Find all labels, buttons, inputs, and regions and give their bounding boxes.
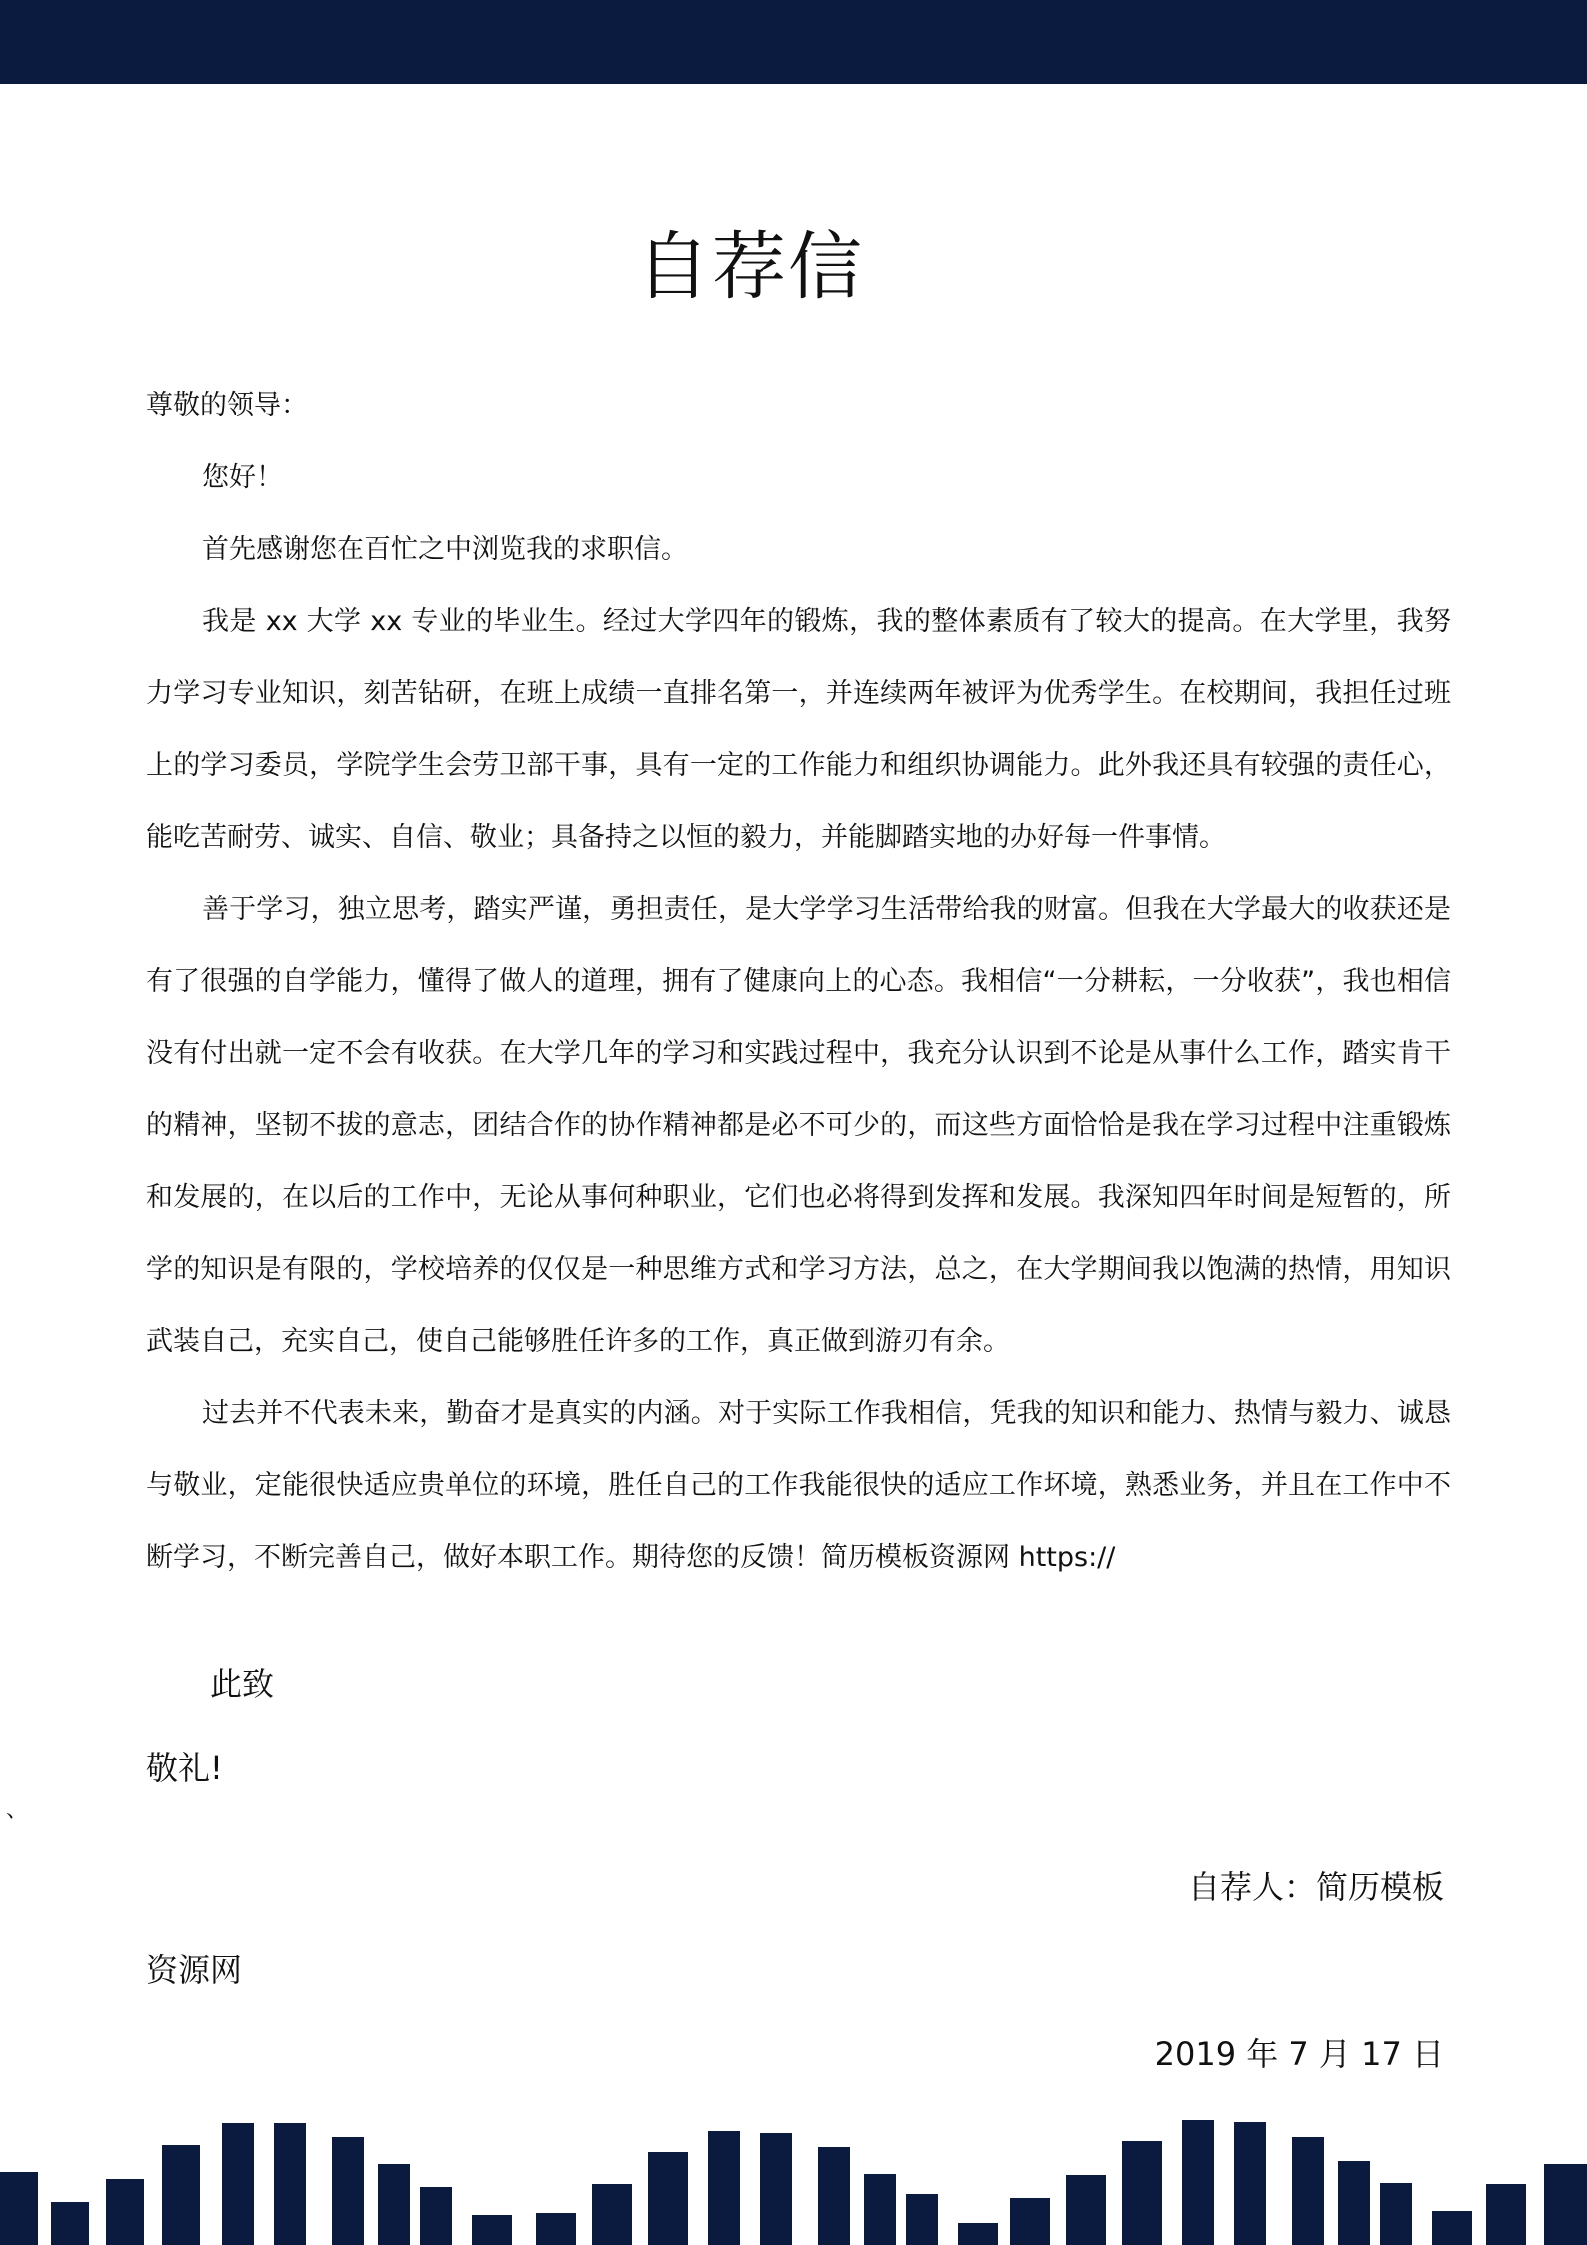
footer-bar [378, 2164, 410, 2245]
footer-bar [0, 2172, 38, 2245]
paragraph-outlook: 过去并不代表未来，勤奋才是真实的内涵。对于实际工作我相信，凭我的知识和能力、热情与毅力、诚恳与敬业，定能很快适应贵单位的环境，胜任自己的工作我能很快的适应工作坏境，熟悉业务，并且在工作中不断学习，不断完善自己，做好本职工作。期待您的反馈！简历模板资源网 https:// [146, 1398, 1451, 1573]
footer-bar [472, 2215, 512, 2245]
footer-bar [1122, 2141, 1162, 2245]
footer-bar [274, 2123, 306, 2245]
footer-bar [332, 2137, 364, 2245]
footer-bar [162, 2145, 200, 2245]
closing-cizhi: 此致 [210, 1665, 275, 1703]
footer-bar [958, 2223, 998, 2245]
salutation: 尊敬的领导： [146, 390, 308, 421]
footer-bar [592, 2184, 632, 2245]
signature-continued: 资源网 [146, 1951, 243, 1989]
footer-bar [222, 2123, 254, 2245]
footer-bar [1010, 2198, 1050, 2245]
footer-bar [1234, 2122, 1266, 2245]
footer-bar [864, 2174, 896, 2245]
footer-bar [1066, 2175, 1106, 2245]
footer-bar [708, 2131, 740, 2245]
footer-bar [1380, 2183, 1412, 2245]
paragraph-background: 我是 xx 大学 xx 专业的毕业生。经过大学四年的锻炼，我的整体素质有了较大的提高。在大学里，我努力学习专业知识，刻苦钻研，在班上成绩一直排名第一，并连续两年被评为优秀学生。在校期间，我担任过班上的学习委员，学院学生会劳卫部干事，具有一定的工作能力和组织协调能力。此外我还具有较强的责任心，能吃苦耐劳、诚实、自信、敬业；具备持之以恒的毅力，并能脚踏实地的办好每一件事情。 [146, 606, 1451, 853]
top-header-bar [0, 0, 1587, 84]
footer-bar [906, 2194, 938, 2245]
footer-bar [1182, 2120, 1214, 2245]
footer-bar [760, 2133, 792, 2245]
signature-line: 自荐人：简历模板 [1187, 1868, 1444, 1906]
footer-bar [106, 2179, 144, 2245]
footer-bar [51, 2202, 89, 2245]
closing-jingli: 敬礼! [146, 1749, 223, 1787]
paragraph-thanks: 首先感谢您在百忙之中浏览我的求职信。 [202, 534, 688, 565]
letter-date: 2019 年 7 月 17 日 [1154, 2035, 1444, 2073]
paragraph-gains: 善于学习，独立思考，踏实严谨，勇担责任，是大学学习生活带给我的财富。但我在大学最大的收获还是有了很强的自学能力，懂得了做人的道理，拥有了健康向上的心态。我相信“一分耕耘，一分收获”，我也相信没有付出就一定不会有收获。在大学几年的学习和实践过程中，我充分认识到不论是从事什么工作，踏实肯干的精神，坚韧不拔的意志，团结合作的协作精神都是必不可少的，而这些方面恰恰是我在学习过程中注重锻炼和发展的，在以后的工作中，无论从事何种职业，它们也必将得到发挥和发展。我深知四年时间是短暂的，所学的知识是有限的，学校培养的仅仅是一种思维方式和学习方法，总之，在大学期间我以饱满的热情，用知识武装自己，充实自己，使自己能够胜任许多的工作，真正做到游刃有余。 [146, 894, 1451, 1357]
stray-mark: 、 [6, 1798, 29, 1823]
footer-bar [648, 2152, 688, 2245]
document-title: 自荐信 [636, 224, 864, 310]
letter-body [146, 370, 1451, 1594]
footer-bar [1338, 2161, 1370, 2245]
footer-bar [1544, 2164, 1587, 2245]
decorative-bar-footer [0, 2080, 1587, 2245]
footer-bar [420, 2187, 452, 2245]
footer-bar [1432, 2211, 1472, 2245]
footer-bar [818, 2147, 850, 2245]
footer-bar [1486, 2184, 1526, 2245]
paragraph-greeting: 您好！ [202, 462, 283, 493]
footer-bar [536, 2213, 576, 2245]
footer-bar [1292, 2137, 1324, 2245]
